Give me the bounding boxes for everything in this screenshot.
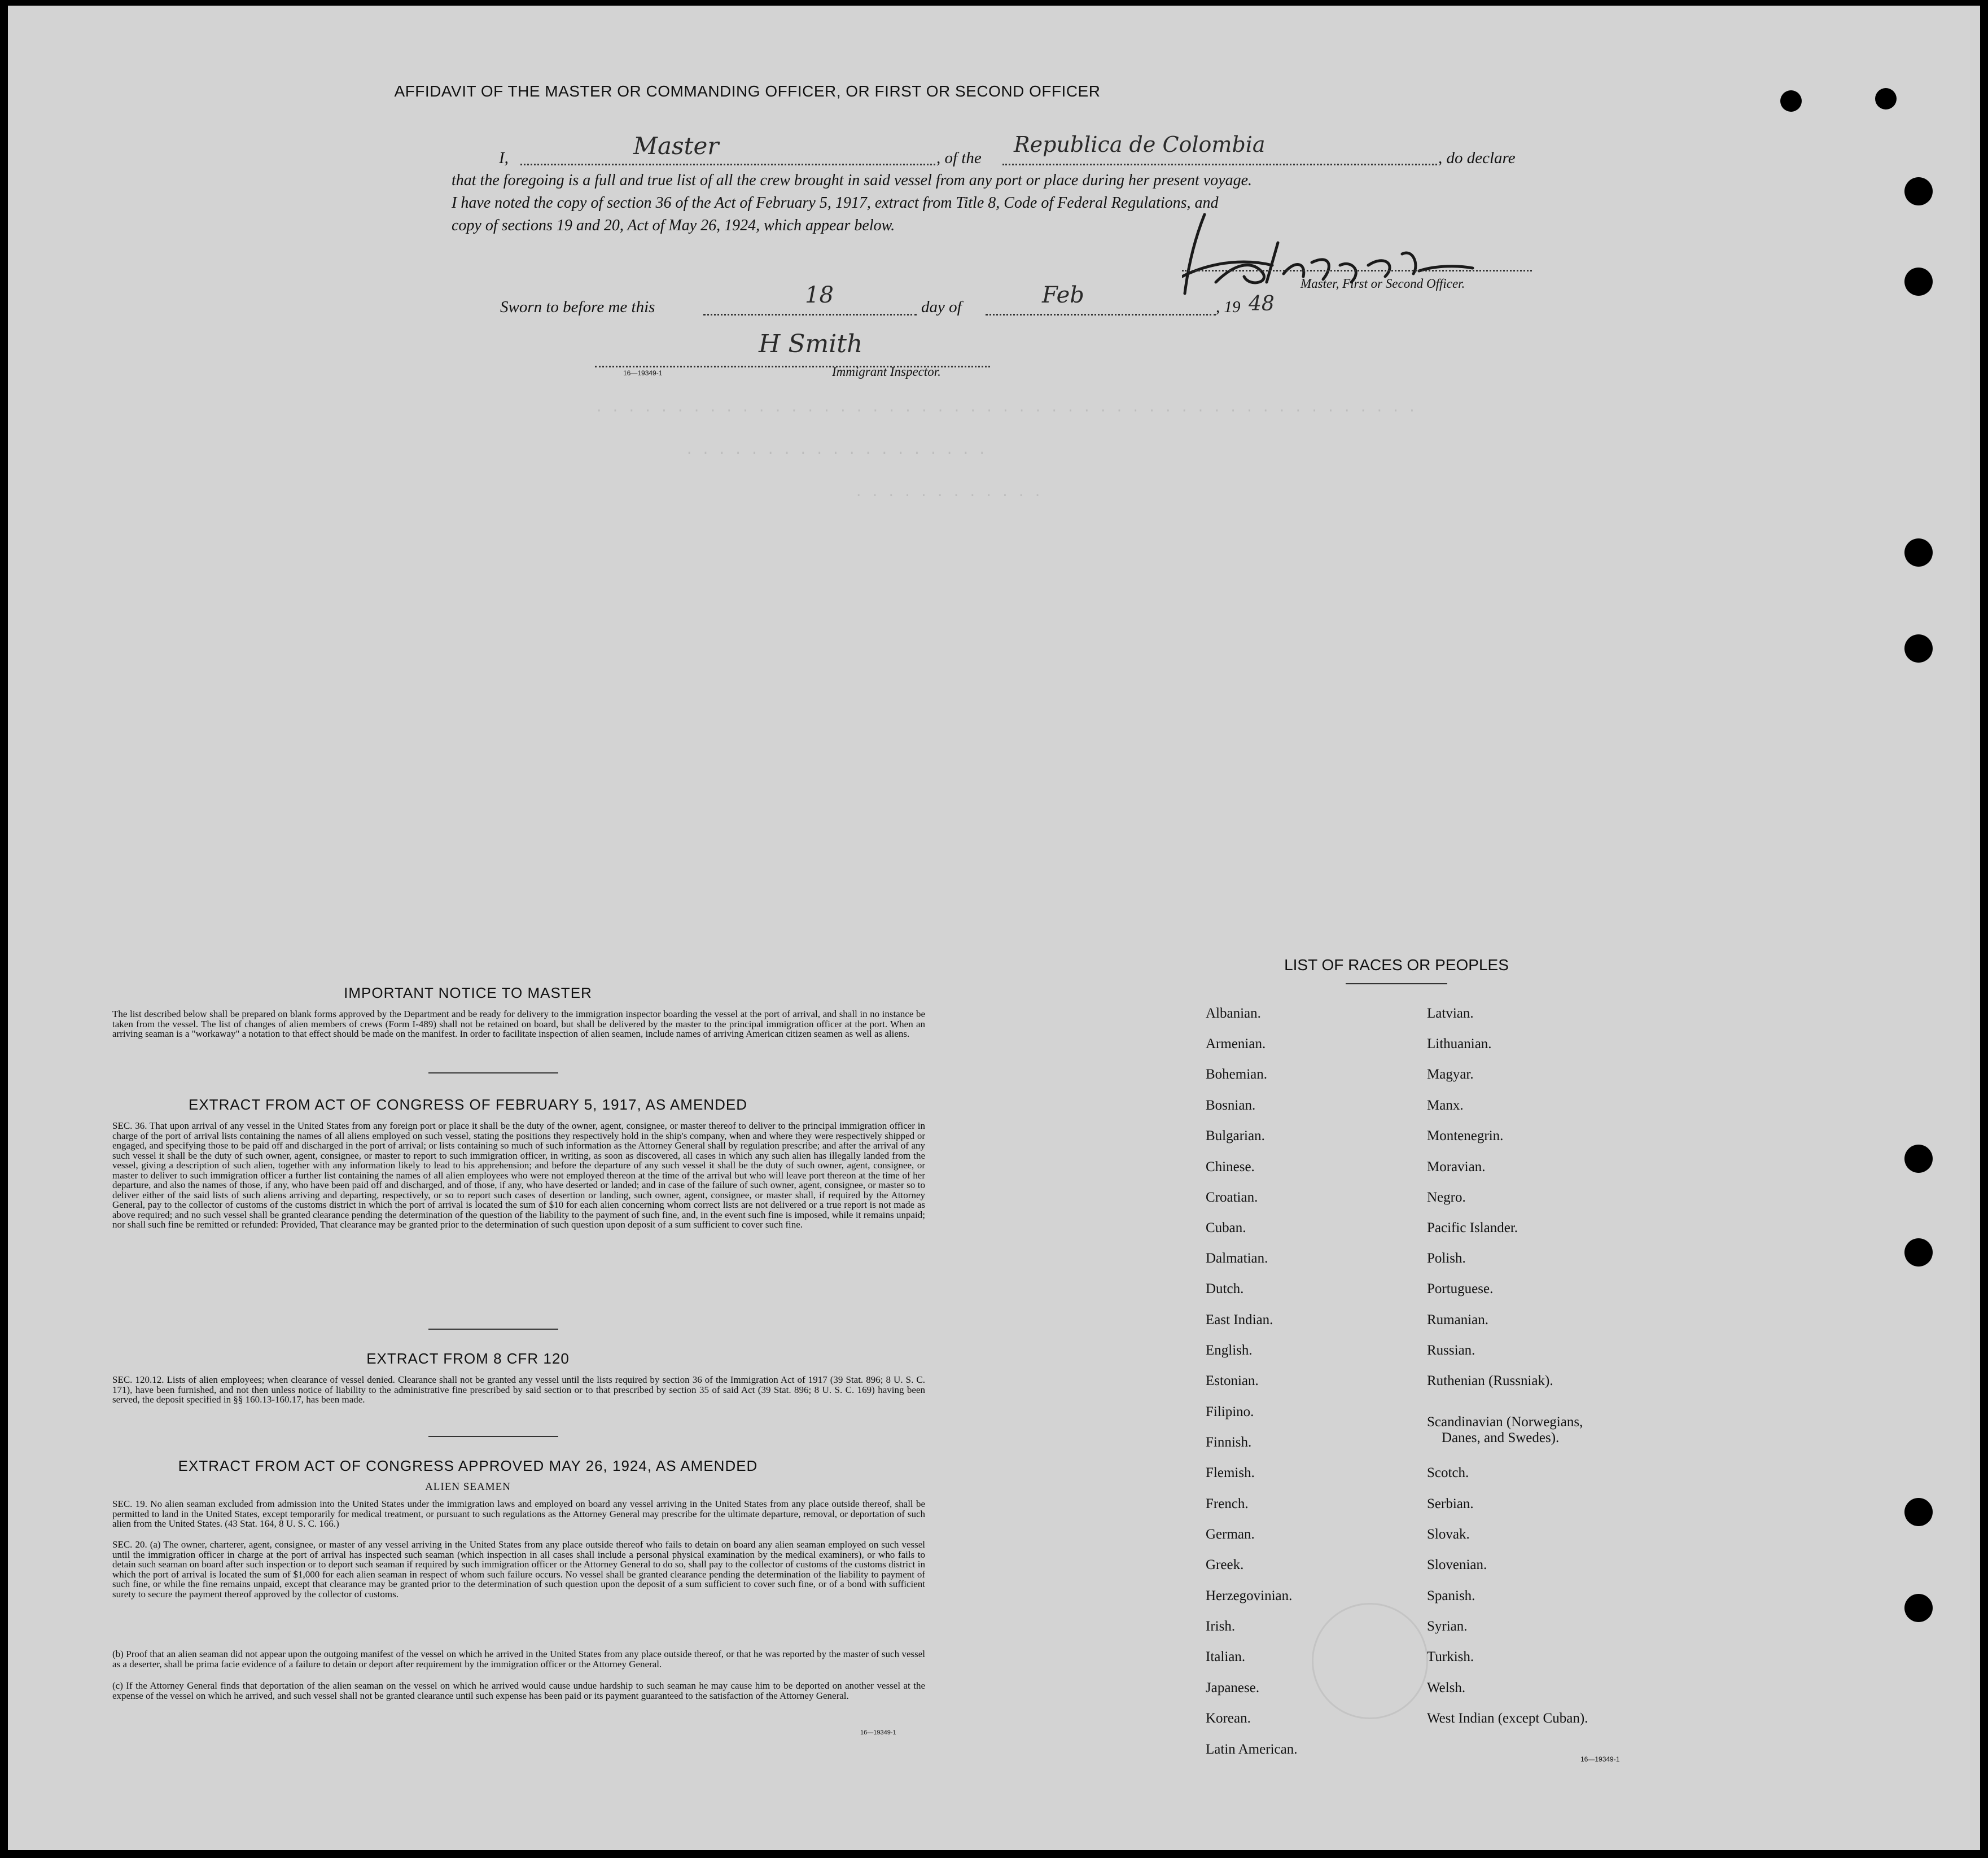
race-item: Cuban. [1206, 1220, 1246, 1235]
extract-1917-text: SEC. 36. That upon arrival of any vessel in the United States from any foreign port or place it shall be the duty of the owner, agent, consignee, or master thereof to deliver to the principal immigration officer in charge of the port of arrival lists containing the names of all aliens employed on such vessel, stating the positions they respectively hold in the ship's company, when and where they were respectively shipped or engaged, and specifying those to be paid off and discharged in the port of arrival; or lists containing so much of such information as the Attorney General shall by regulation prescribe; and after the arrival of any such vessel it shall be the duty of such owner, agent, consignee, or master to report to such immigration officer, in writing, as soon as discovered, all cases in which any such alien has illegally landed from the vessel, giving a description of such alien, together with any information likely to lead to his apprehension; and before the departure of any such vessel it shall be the duty of such owner, agent, consignee, or master to deliver to such immigration officer a further list containing the names of all alien employees who were not employed thereon at the time of the arrival but who will leave port thereon at the time of her departure, and also the names of those, if any, who have been paid off and discharged, and of those, if any, who have deserted or landed; and in case of the failure of such owner, agent, consignee, or master so to deliver either of the said lists of such aliens arriving and departing, respectively, or so to report such cases of desertion or landing, such owner, agent, consignee, or master shall, if required by the Attorney General, pay to the collector of customs of the customs district in which the port of arrival is located the sum of $10 for each alien concerning whom correct lists are not delivered or a true report is not made as above required; and no such vessel shall be granted clearance pending the determination of the question of the liability to the payment of such fine, and, in the event such fine is imposed, while it remains unpaid; nor shall such fine be remitted or refunded: Provided, That clearance may be granted prior to the determination of such question upon deposit of a sum sufficient to cover such fine. [112, 1120, 925, 1230]
race-item: Pacific Islander. [1427, 1220, 1518, 1235]
section-divider [428, 1072, 558, 1073]
race-item: Albanian. [1206, 1006, 1261, 1021]
race-item: Irish. [1206, 1619, 1236, 1634]
race-item: Italian. [1206, 1649, 1246, 1664]
race-item: Japanese. [1206, 1680, 1260, 1695]
year-handwriting: 48 [1249, 292, 1275, 315]
affidavit-line-2: that the foregoing is a full and true list of all the crew brought in said vessel from any port or place during her present voyage. [452, 172, 1253, 189]
race-item: Latin American. [1206, 1742, 1298, 1757]
officer-signature-line [1182, 269, 1532, 271]
sec-20c-text: (c) If the Attorney General finds that deportation of the alien seaman on the vessel on which he arrived would cause undue hardship to such seaman he may cause him to be deported on another vessel at the expense of the vessel on which he arrived, and such vessel shall not be granted clearance until such expense has been paid or its payment guaranteed to the satisfaction of the Attorney General. [112, 1680, 925, 1701]
race-item: Turkish. [1427, 1649, 1474, 1664]
sworn-label: Sworn to before me this [500, 298, 655, 316]
punch-hole [1904, 1238, 1933, 1267]
punch-hole [1904, 538, 1933, 567]
races-title: LIST OF RACES OR PEOPLES [1284, 956, 1509, 974]
officer-label: Master, First or Second Officer. [1300, 277, 1465, 291]
race-item: English. [1206, 1343, 1253, 1358]
race-item: Ruthenian (Russniak). [1427, 1373, 1553, 1388]
race-item: German. [1206, 1527, 1255, 1542]
races-right-column [1427, 1006, 1709, 1751]
inspector-handwriting: H Smith [759, 330, 863, 358]
race-item: Russian. [1427, 1343, 1475, 1358]
notice-text: The list described below shall be prepared on blank forms approved by the Department and be ready for delivery to the immigration inspector boarding the vessel at the port of arrival, and shall in no instance be taken from the vessel. The list of changes of alien members of crews (Form I-489) shall not be retained on board, but shall be delivered by the master to the principal immigration officer at the port. When an arriving seaman is a "workaway" a notation to that effect should be made on the manifest. In order to facilitate inspection of alien seamen, include names of arriving American citizen seamen as well as aliens. [112, 1009, 925, 1039]
affidavit-prefix: I, [499, 149, 509, 167]
vessel-field [1002, 132, 1437, 165]
race-item: Bosnian. [1206, 1098, 1256, 1113]
year-prefix: , 19 [1216, 298, 1241, 316]
day-handwriting: 18 [805, 282, 834, 308]
punch-hole [1904, 268, 1933, 296]
extract-cfr-title: EXTRACT FROM 8 CFR 120 [366, 1350, 570, 1367]
race-item: Danes, and Swedes). [1442, 1430, 1560, 1445]
race-item: Scandinavian (Norwegians, [1427, 1414, 1583, 1430]
day-field [703, 282, 917, 315]
race-item: Rumanian. [1427, 1312, 1489, 1327]
race-item: Filipino. [1206, 1404, 1254, 1419]
race-item: Magyar. [1427, 1067, 1474, 1082]
bleed-through-text: . . . . . . . . . . . . [855, 485, 1042, 501]
race-item: East Indian. [1206, 1312, 1273, 1327]
extract-1924-title: EXTRACT FROM ACT OF CONGRESS APPROVED MAY 26, 1924, AS AMENDED [178, 1457, 758, 1474]
punch-hole [1875, 88, 1897, 109]
race-item: Finnish. [1206, 1435, 1252, 1450]
affidavit-form-number: 16—19349-1 [623, 369, 663, 377]
vessel-handwriting: Republica de Colombia [1014, 132, 1266, 157]
affidavit-line-4: copy of sections 19 and 20, Act of May 26, 1924, which appear below. [452, 217, 895, 234]
alien-seamen-subtitle: ALIEN SEAMEN [425, 1481, 511, 1493]
race-item: Greek. [1206, 1557, 1244, 1572]
sec-20b-text: (b) Proof that an alien seaman did not appear upon the outgoing manifest of the vessel on which he arrived in the United States from any place outside thereof, or that he was reported by the master of such vessel as a deserter, shall be prima facie evidence of a failure to detain or deport after requirement by the immigration officer or the Attorney General. [112, 1649, 925, 1669]
sec-19-text: SEC. 19. No alien seaman excluded from admission into the United States under the immigration laws and employed on board any vessel arriving in the United States from any place outside thereof, shall be permitted to land in the United States, except temporarily for medical treatment, or pursuant to such regulations as the Attorney General may prescribe for the ultimate departure, removal, or deportation of such alien from the United States. (43 Stat. 164, 8 U. S. C. 166.) [112, 1498, 925, 1529]
punch-hole [1904, 1498, 1933, 1526]
race-item: Lithuanian. [1427, 1036, 1492, 1051]
race-item: Serbian. [1427, 1496, 1474, 1511]
race-item: Portuguese. [1427, 1281, 1494, 1296]
race-item: Dalmatian. [1206, 1251, 1268, 1266]
affidavit-title: AFFIDAVIT OF THE MASTER OR COMMANDING OFFICER, OR FIRST OR SECOND OFFICER [394, 82, 1101, 100]
inspector-label: Immigrant Inspector. [832, 365, 941, 379]
race-item: Korean. [1206, 1711, 1251, 1726]
race-item: Slovak. [1427, 1527, 1470, 1542]
race-item: West Indian (except Cuban). [1427, 1711, 1588, 1726]
section-divider [428, 1329, 558, 1330]
races-title-rule [1346, 983, 1447, 984]
do-declare-label: , do declare [1438, 149, 1516, 167]
race-item: Polish. [1427, 1251, 1466, 1266]
punch-hole [1780, 90, 1802, 112]
affidavit-line-3: I have noted the copy of section 36 of the Act of February 5, 1917, extract from Title 8, Code of Federal Regulations, and [452, 194, 1219, 212]
extract-cfr-text: SEC. 120.12. Lists of alien employees; when clearance of vessel denied. Clearance shall not be granted any vessel until the lists required by section 36 of the Immigration Act of 1917 (39 Stat. 896; 8 U. S. C. 171), have been furnished, and not then unless notice of liability to the administrative fine prescribed by said section or to that prescribed by section 35 of said Act (39 Stat. 896; 8 U. S. C. 169) having been served, the deposit specified in §§ 160.13-160.17, has been made. [112, 1374, 925, 1405]
race-item: Scotch. [1427, 1465, 1469, 1480]
races-form-number: 16—19349-1 [1580, 1755, 1620, 1763]
day-of-label: day of [921, 298, 962, 316]
race-item: Dutch. [1206, 1281, 1244, 1296]
of-the-label: , of the [936, 149, 982, 167]
punch-hole [1904, 634, 1933, 663]
race-item: Spanish. [1427, 1588, 1475, 1603]
race-item: Manx. [1427, 1098, 1464, 1113]
bleed-through-text: . . . . . . . . . . . . . . . . . . . [685, 443, 986, 458]
notice-title: IMPORTANT NOTICE TO MASTER [344, 984, 592, 1001]
race-item: Herzegovinian. [1206, 1588, 1293, 1603]
race-item: Welsh. [1427, 1680, 1466, 1695]
race-item: Bulgarian. [1206, 1128, 1265, 1143]
race-item: French. [1206, 1496, 1249, 1511]
punch-hole [1904, 1594, 1933, 1622]
race-item: Moravian. [1427, 1159, 1486, 1175]
punch-hole [1904, 177, 1933, 205]
race-item: Flemish. [1206, 1465, 1255, 1480]
race-item: Negro. [1427, 1190, 1466, 1205]
month-field [986, 282, 1216, 315]
master-field [520, 132, 935, 165]
race-item: Slovenian. [1427, 1557, 1487, 1572]
race-item: Chinese. [1206, 1159, 1255, 1175]
race-item: Armenian. [1206, 1036, 1266, 1051]
month-handwriting: Feb [1042, 282, 1084, 308]
races-left-column [1206, 1006, 1420, 1773]
race-item: Estonian. [1206, 1373, 1259, 1388]
extract-form-number: 16—19349-1 [860, 1729, 896, 1736]
extract-1917-title: EXTRACT FROM ACT OF CONGRESS OF FEBRUARY 5, 1917, AS AMENDED [189, 1096, 747, 1113]
bleed-through-text: . . . . . . . . . . . . . . . . . . . . . . . . . . . . . . . . . . . . . . . . . . . . . . . . . . . [595, 401, 1416, 416]
sec-20a-text: SEC. 20. (a) The owner, charterer, agent, consignee, or master of any vessel arriving in the United States from any place outside thereof who fails to detain on board any alien seaman employed on such vessel until the immigration officer in charge at the port of arrival has inspected such seaman (which inspection in all cases shall include a personal physical examination by the medical examiners), or who fails to detain such seaman on board after such inspection or to deport such seaman if required by such immigration officer or the Attorney General to do so, shall pay to the collector of customs of the customs district in which the port of arrival is located the sum of $1,000 for each alien seaman in respect of whom such failure occurs. No vessel shall be granted clearance pending the determination of the liability to payment of such fine, or while the fine remains unpaid, except that clearance may be granted prior to the determination of such question upon the deposit of a sum sufficient to cover such fine, or of a bond with sufficient surety to secure the payment thereof approved by the collector of customs. [112, 1539, 925, 1600]
document-page [8, 6, 1980, 1850]
section-divider [428, 1436, 558, 1437]
race-item: Montenegrin. [1427, 1128, 1504, 1143]
master-handwriting: Master [633, 132, 719, 160]
race-item: Croatian. [1206, 1190, 1258, 1205]
punch-hole [1904, 1145, 1933, 1173]
race-item: Syrian. [1427, 1619, 1468, 1634]
race-item: Bohemian. [1206, 1067, 1268, 1082]
race-item: Latvian. [1427, 1006, 1474, 1021]
